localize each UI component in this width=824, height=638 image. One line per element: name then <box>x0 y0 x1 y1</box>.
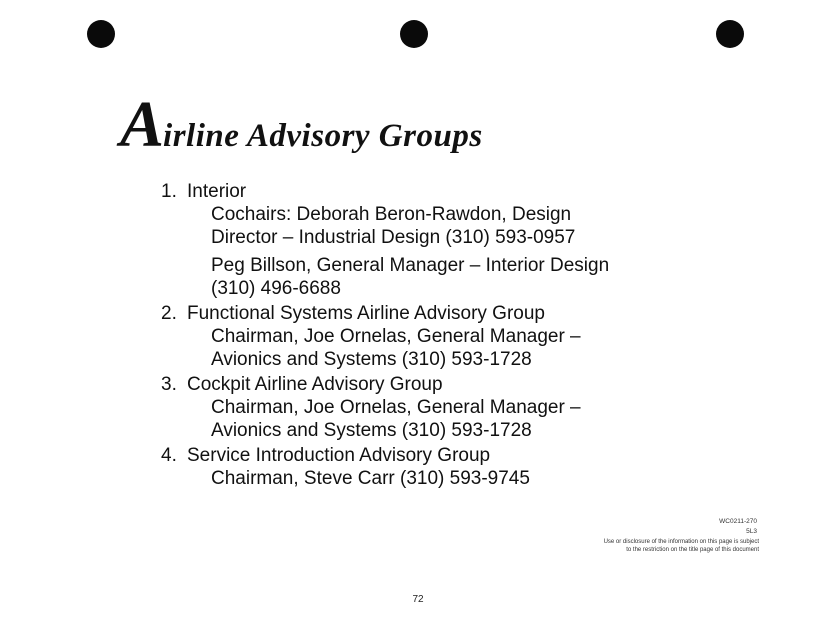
item-number: 2. <box>161 303 177 324</box>
list-item <box>161 444 701 490</box>
item-detail: Chairman, Joe Ornelas, General Manager – <box>211 397 581 418</box>
list-item <box>161 180 701 300</box>
item-number: 1. <box>161 181 177 202</box>
item-detail: Chairman, Joe Ornelas, General Manager – <box>211 326 581 347</box>
item-number: 4. <box>161 445 177 466</box>
list-item <box>161 302 701 371</box>
item-title: Service Introduction Advisory Group <box>187 445 491 466</box>
item-detail: (310) 496-6688 <box>211 278 341 299</box>
item-detail: Avionics and Systems (310) 593-1728 <box>211 349 532 370</box>
binder-hole <box>400 20 428 48</box>
disclosure-notice <box>519 538 759 554</box>
item-detail: Cochairs: Deborah Beron-Rawdon, Design <box>211 204 572 225</box>
binder-hole <box>87 20 115 48</box>
disclosure-line: to the restriction on the title page of this document <box>626 547 759 553</box>
page-title <box>120 88 483 161</box>
item-heading <box>161 302 701 325</box>
item-heading <box>161 373 701 396</box>
list-item <box>161 373 701 442</box>
page-number: 72 <box>412 594 424 605</box>
item-number: 3. <box>161 374 177 395</box>
item-detail: Peg Billson, General Manager – Interior Design <box>211 255 610 276</box>
item-title: Cockpit Airline Advisory Group <box>187 374 443 395</box>
item-title: Interior <box>187 181 247 202</box>
item-detail: Director – Industrial Design (310) 593-0957 <box>211 227 576 248</box>
document-reference <box>719 517 757 537</box>
item-detail: Chairman, Steve Carr (310) 593-9745 <box>211 468 530 489</box>
item-detail: Avionics and Systems (310) 593-1728 <box>211 420 532 441</box>
doc-code: WC0211-270 <box>719 518 757 525</box>
doc-revision: 5L3 <box>746 528 757 535</box>
binder-hole <box>716 20 744 48</box>
item-title: Functional Systems Airline Advisory Group <box>187 303 545 324</box>
title-text: irline Advisory Groups <box>163 118 483 154</box>
title-dropcap: A <box>120 88 164 161</box>
item-heading <box>161 180 701 203</box>
item-heading <box>161 444 701 467</box>
advisory-group-list <box>161 180 701 492</box>
disclosure-line: Use or disclosure of the information on this page is subject <box>603 539 759 545</box>
